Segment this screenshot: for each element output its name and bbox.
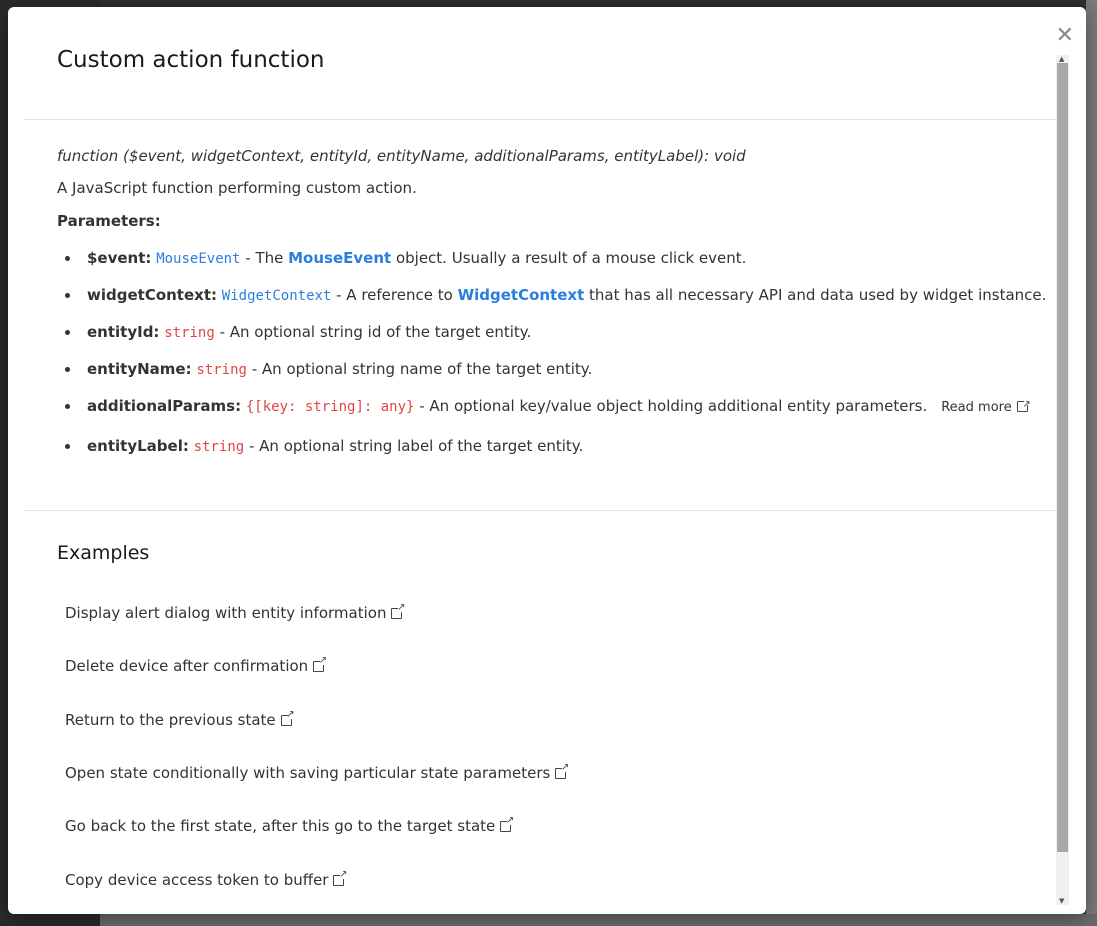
- example-label: Copy device access token to buffer: [65, 871, 329, 889]
- help-content: [57, 147, 1047, 473]
- param-desc: object. Usually a result of a mouse click event.: [391, 249, 747, 267]
- param-type: string: [193, 439, 245, 455]
- param-desc: - A reference to: [331, 286, 458, 304]
- param-type: string: [196, 362, 247, 378]
- param-type: WidgetContext: [221, 288, 332, 304]
- param-type: {[key: string]: any}: [245, 399, 415, 415]
- example-link[interactable]: [65, 604, 402, 622]
- param-item: [57, 396, 1047, 436]
- param-item: [57, 248, 1047, 285]
- example-link[interactable]: [65, 711, 292, 729]
- example-label: Display alert dialog with entity information: [65, 604, 387, 622]
- param-name: entityName:: [87, 360, 192, 378]
- scrollbar[interactable]: [1056, 55, 1069, 905]
- param-desc: - An optional string name of the target entity.: [246, 360, 593, 378]
- external-link-icon: [281, 715, 292, 726]
- divider: [24, 510, 1056, 511]
- function-description: A JavaScript function performing custom action.: [57, 179, 417, 197]
- param-name: widgetContext:: [87, 286, 217, 304]
- param-desc: - An optional string id of the target entity.: [214, 323, 532, 341]
- read-more-label: Read more: [941, 400, 1012, 415]
- read-more-link[interactable]: [941, 400, 1027, 415]
- param-item: [57, 436, 1047, 473]
- param-desc: - An optional string label of the target entity.: [244, 437, 584, 455]
- parameter-list: [57, 248, 1047, 473]
- example-label: Open state conditionally with saving particular state parameters: [65, 764, 551, 782]
- custom-action-help-dialog: [8, 7, 1086, 914]
- example-link[interactable]: [65, 817, 511, 835]
- external-link-icon: [313, 661, 324, 672]
- param-item: [57, 322, 1047, 359]
- scroll-up-arrow-icon[interactable]: ▲: [1059, 55, 1065, 63]
- param-desc: - The: [240, 249, 289, 267]
- param-desc: that has all necessary API and data used by widget instance.: [584, 286, 1047, 304]
- background-app-footer: [100, 914, 1097, 926]
- param-item: [57, 285, 1047, 322]
- scrollbar-thumb[interactable]: [1057, 63, 1068, 852]
- external-link-icon: [391, 608, 402, 619]
- background-app-panel: [1086, 0, 1097, 926]
- param-name: entityId:: [87, 323, 160, 341]
- external-link-icon: [555, 768, 566, 779]
- param-type: string: [164, 325, 215, 341]
- mouseevent-link[interactable]: MouseEvent: [288, 249, 392, 267]
- scroll-down-arrow-icon[interactable]: ▼: [1059, 897, 1065, 905]
- param-item: [57, 359, 1047, 396]
- external-link-icon: [500, 821, 511, 832]
- param-name: additionalParams:: [87, 397, 242, 415]
- param-name: $event:: [87, 249, 152, 267]
- external-link-icon: [1017, 401, 1028, 412]
- example-link[interactable]: [65, 871, 344, 889]
- dialog-title: Custom action function: [57, 47, 325, 73]
- example-label: Return to the previous state: [65, 711, 276, 729]
- example-label: Go back to the first state, after this go to the target state: [65, 817, 496, 835]
- parameters-heading: Parameters:: [57, 212, 161, 230]
- close-icon[interactable]: ✕: [1055, 23, 1074, 48]
- widgetcontext-link[interactable]: WidgetContext: [457, 286, 585, 304]
- examples-heading: Examples: [57, 542, 150, 564]
- example-label: Delete device after confirmation: [65, 657, 309, 675]
- example-link[interactable]: [65, 764, 566, 782]
- param-desc: - An optional key/value object holding additional entity parameters.: [414, 397, 928, 415]
- function-signature: function ($event, widgetContext, entityId, entityName, additionalParams, entityLabel): void: [57, 147, 746, 165]
- external-link-icon: [333, 875, 344, 886]
- param-type: MouseEvent: [156, 251, 241, 267]
- divider: [24, 119, 1056, 120]
- example-link[interactable]: [65, 657, 324, 675]
- param-name: entityLabel:: [87, 437, 189, 455]
